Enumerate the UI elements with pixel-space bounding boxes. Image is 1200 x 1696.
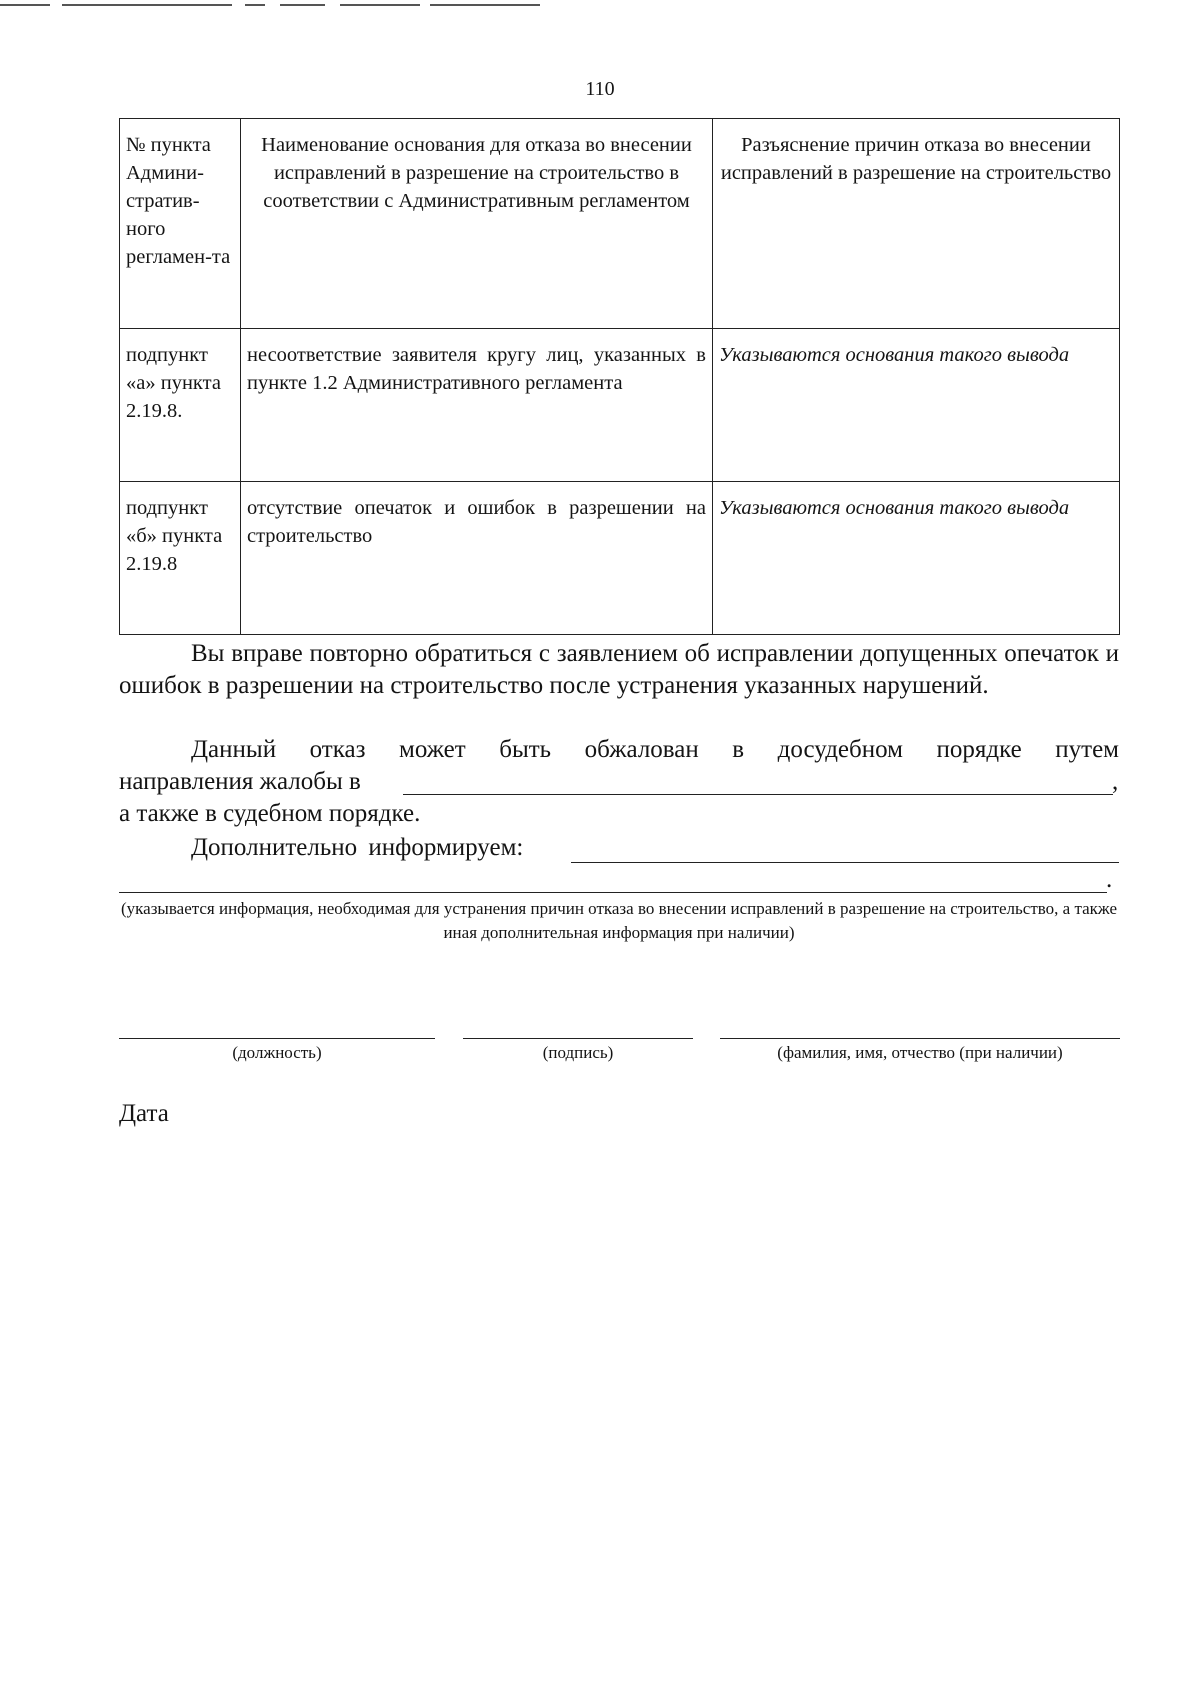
additional-info-blank[interactable] [571,832,1119,863]
full-name-signature-line[interactable] [720,1038,1120,1039]
scan-edge-mark [430,4,540,6]
appeal-line-3 [119,798,1119,830]
additional-info-note: (указывается информация, необходимая для устранения причин отказа во внесении исправлений в разрешение на строительство, а также иная дополнительная информация при наличии) [121,899,1117,942]
row-point-number: подпункт «б» пункта 2.19.8 [120,482,241,635]
signature-label: (подпись) [542,1043,614,1062]
row-refusal-reason: несоответствие заявителя кругу лиц, указанных в пункте 1.2 Административного регламента [241,329,713,482]
reapply-paragraph: Вы вправе повторно обратиться с заявлением об исправлении допущенных опечаток и ошибок в разрешении на строительство после устранения указанных нарушений. [119,640,1119,699]
table-row [120,329,1120,482]
position-label: (должность) [232,1043,322,1062]
header-refusal-reason: Наименование основания для отказа во внесении исправлений в разрешение на строительство в соответствии с Административным регламентом [241,119,713,329]
header-point-number: № пункта Админи-стратив-ного регламен-та [120,119,241,329]
scan-edge-mark [340,4,420,6]
appeal-start-text: Данный отказ может быть обжалован в досудебном порядке путем [191,736,1119,763]
scan-edge-mark [0,4,50,6]
full-name-label: (фамилия, имя, отчество (при наличии) [777,1043,1063,1062]
header-explanation: Разъяснение причин отказа во внесении исправлений в разрешение на строительство [713,119,1120,329]
date-label: Дата [119,1100,169,1127]
position-signature-line[interactable] [119,1038,435,1039]
additional-info-label: Дополнительно информируем: [191,834,524,861]
row-explanation: Указываются основания такого вывода [713,482,1120,635]
row-explanation: Указываются основания такого вывода [713,329,1120,482]
table-row [120,482,1120,635]
additional-info-line [191,832,591,864]
page-number: 110 [585,78,615,100]
appeal-complaint-text: направления жалобы в [119,768,361,795]
refusal-reasons-table [119,118,1120,635]
appeal-end-text: а также в судебном порядке. [119,800,421,827]
appeal-line-1 [119,734,1119,766]
blank-end-period: . [1106,866,1113,893]
row-point-number: подпункт «а» пункта 2.19.8. [120,329,241,482]
additional-info-blank-2[interactable] [119,862,1107,893]
blank-end-comma: , [1112,768,1119,795]
scan-edge-mark [280,4,325,6]
complaint-recipient-blank[interactable] [403,764,1113,795]
scan-edge-mark [245,4,265,6]
signature-line[interactable] [463,1038,693,1039]
table-header-row [120,119,1120,329]
scan-edge-mark [62,4,232,6]
row-refusal-reason: отсутствие опечаток и ошибок в разрешении на строительство [241,482,713,635]
